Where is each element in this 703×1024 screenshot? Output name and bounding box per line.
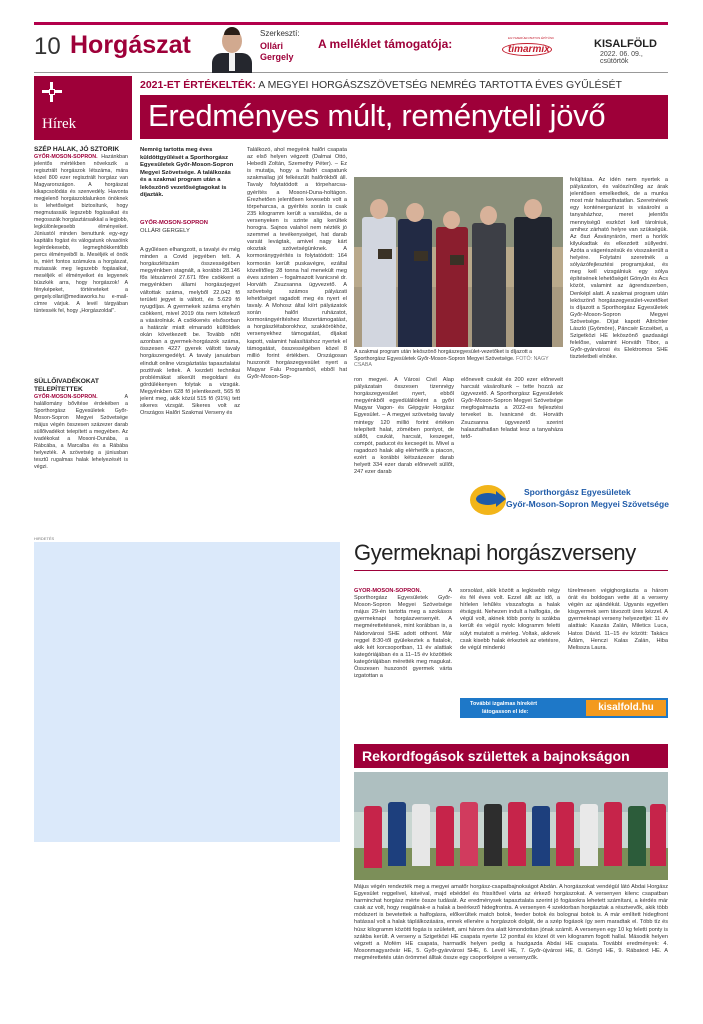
headline-bar — [140, 95, 668, 139]
article-col-4: előnevelt csukát és 200 ezer előnevelt harcsát vásároltunk – tette hozzá az ügyvezető. A Sporthorgász Egyesületek Győr-Moson-Sopron Megyei Szövetsége megfogalmazta a 2022-es fejlesztési terveket is. Ivanicsné dr. Horváth Zsuzsanna ügyvezető szerint halasztathatlan feladat lesz a tanyaháza tető- — [461, 377, 563, 440]
sidebar-news-2 — [34, 378, 128, 471]
article-col-3: ron megyei. A Városi Civil Alap pályázatain összesen tizennégy horgászegyesület nyert, ebből megyénkből egyedülálióként a győri Magyar Vagon- és Gépgyár Horgász Egyesület. – A megyei szövetség tavaly mintegy 120 millió forint értéken telepített halat, zömében pontyot, de süllőt, csukát, harcsát, keszeget, compót, paducot és kecsegét is. Mivel a ragadozó halak alig elérhetők a piacon, ezért a korábbi kétszázezer darab helyett 334 ezer darab előnevelt süllőt, 247 ezer darab — [354, 377, 454, 476]
sidebar-header — [34, 76, 132, 140]
child-col-3: türelmesen végighorgászta a három órát és boldogan vette át a verseny végén az ajándékát. Ugyanis egyetlen kisgyermek sem távozott üres kézzel. A gyermeknapi verseny helyezettjei: 11 év alattiak: Kaszás Zalán, Miletics Luca, Hatos Dávid. 11–15 év között: Takács Ádám, Henczi Kalas Zalán, Hiba Melissza Laura. — [568, 588, 668, 651]
editor-first-name: Ollári — [260, 41, 284, 51]
editor-label: Szerkesztí: — [260, 29, 300, 38]
fish-logo-icon — [470, 479, 506, 519]
ad-label: HIRDETÉS — [34, 536, 55, 541]
article-col-2: Találkozó, ahol megyénk halőri csapata az első helyen végzett (Dalmai Ottó, Hebedli Zoltán, Szemethy Péter). – Ez is mutatja, hogy a halőri csapatunk szakmailag jól felkészült halőrökből áll. Tavaly folytatódott a törpeharcsa-gyérítés a Mosoni-Duna-holtágon. Érezhetően jelentősen kevesebb volt a törpeharcsa, a gyérítés során is csak 235 kilogramm került a varsákba, de a versenyeken is szinte alig kerültek horogra. Sajnos valahol nem nézték jó szemmel a tevékenységet, hat darab varsát levágtak, amivel nagy kárt okoztak szövetségünknek. A kormoránygyérítés is folytatódott: 164 kormorán került puskavégre, ezáltal közelítőleg 28 tonna hal menekült meg éves szinten – fogalmazott Ivanicsné dr. Horváth Zsuzsanna ügyvezető. A szövetség számos pályázati lehetőséget ragadott meg és nyert el tavaly. A Mohosz által kiírt pályázatok során halőri ruházatot, kormorángyérítéshez lőszertámogatást, a horgászlétaborokhoz, szakkörökhöz, versenyekhez támogatást, díjakat kapott, valamint halasításhoz nyertek el támogatást, összességében közel 8 millió forint értékben. Országosan huszonöt horgászegyesület nyert a Magyar Falu Programból, ebből hat Győr-Moson-Sop- — [247, 147, 347, 380]
sidebar-title: Hírek — [42, 116, 77, 132]
advertisement-area — [34, 542, 340, 842]
promo-line-1: További izgalmas hírekért — [470, 701, 538, 707]
federation-line-1: Sporthorgász Egyesületek — [524, 487, 631, 497]
record-caption: Május végén rendezték meg a megyei amatőr horgász-csapatbajnokságot Abdán. A horgászokat vendégül látó Abdai Horgász Egyesület reggelivel, kávéval, majd ebéddel és frissítővel várta az érkező horgászokat. A versenyen kilenc csapatban harminchat horgász mérte össze tudását. Az eredménysek tapasztalata szerint jó fogásokra lehetett számítani, a kérdés már csak az volt, hogy reagálnak-e a halak a beérkező hidegfrontra. A versenyen 4 szektorban horgásztak a résztvevők, akik több módszert is bevetettek a halfogásra, előkerültek match botok, feeder botok és bolognai botok is. A már említett hidegfront hatással volt a halak táplálkozására, ennek ellenére a horgászok dolgát, de a szép fogások így sem maradtak el. Több tíz és húsz kilogramm közötti fogás is született, ami három óra alatt kimondottan jónak számít. A versenyen egy 10 kg feletti ponty is szákba került. A verseny a Szigetközi HE csapata nyerte 12 ponttal és közel öt ven kilogramm fogott hallal. Második helyen végzett a Mofém HE csapata, harmadik helyen pedig a hazigazda Abdai HE csapata. További eredmények: 4. Mosonmagyaróvár HE, 5. Győr-gyárvárosi SHE, 6. Levél HE, 7. Győr-újvárosi HE, 8. Gönyű HE, 9. Rábatext HE. A megmérettetés után örömmel álltak össze egy csoportképre a versenyzők. — [354, 884, 668, 961]
kicker-rest: A MEGYEI HORGÁSZSZÖVETSÉG NEMRÉG TARTOTTA ÉVES GYŰLÉSÉT — [258, 79, 622, 91]
promo-banner[interactable] — [460, 698, 668, 718]
main-article — [140, 79, 668, 534]
sidebar — [34, 76, 132, 536]
child-article — [354, 540, 668, 690]
child-col-1 — [354, 588, 452, 684]
article-col-1: A gyűlésen elhangzott, a tavalyi év még minden a Covid jegyében telt. A horgászlétszám összességében megyénkben stagnált, a korábbi 28.146 fős létszámról 27.671 főre csökkent a megyénkben állami horgászjegyet váltottak száma, melyből 22.042 fő területi jegyet is váltott, és 5.629 fő nyugdíjas. A gyermekek száma enyhén csökkent, mivel 2019 óta nem kötelező a vásárolniuk. A csökkenés elsősorban a határzár miatt elmaradó külföldiek okán következett be. Tovább nőtt azonban a gyermek-horgászok száma, összesen 4227 gyerek váltott tavaly horgászengedélyt. A tavaly januárban elindult online vizsgáztatás tapasztalatai pozitívak lettek. A kezdeti technikai problémákat sikerült megoldani és gördülékenyen folytak a vizsgák. Megyénkben 628 fő jelentkezett, 565 fő jelent meg, akik közül 515 fő (91%) tett sikeres vizsgát. Sikeres volt az Országos Halőri Szakmai Verseny és — [140, 247, 240, 417]
record-headline-bar — [354, 744, 668, 768]
article-author: OLLÁRI GERGELY — [140, 228, 190, 234]
article-col-5: felújítása. Az idén nem nyertek a pályázaton, és valószínűleg az árak jelentősen emelkedtek, de a munka most már halaszthatatlan. Szeretnének egy konténergarázst is vásárolni a tanyaházhoz, meret jelentős mennyiségű eszközt kell tárolniuk, amihez zárható helyre van szükségük. Az őszi Ásványrárón, mert a horlók kilyukadtak és elkezdett süllyedni. Azóta a vágerészésük és visszakerült a helyére. Folytatni szeretnék a sólyázófejlesztési programjukat, és meg kell vizsgálniuk egy sólya építésének lehetőségét Gönyűn és Ács közöt, valamint az ágrendszerben, Denképl alatt. A szakmai program után leköszönő horgászegyesület-vezetőket is díjazott a Sporthorgász Egyesületek Győr-Moson-Sopron Megyei Szövetsége. Díjat kapott Altrichter László (Gyömöre), Páncsér Erzsébet, a Szigetközi HE leköszönő gazdasági felelőse, valamint Horváth Tibor, a Győr-gyárvárosi és Elektromos SHE tiszteletbeli elnöke. — [570, 177, 668, 361]
sidebar-news-1 — [34, 146, 128, 315]
article-location: GYŐR-MOSON-SOPRON — [140, 220, 208, 226]
sponsor-logo — [502, 36, 566, 58]
photo-caption — [354, 349, 563, 369]
record-headline: Rekordfogások születtek a bajnokságon — [362, 748, 630, 764]
promo-site: kisalfold.hu — [598, 702, 654, 713]
paper-name: KISALFÖLD — [594, 38, 657, 50]
federation-logo — [470, 477, 670, 525]
child-location: GYŐR-MOSON-SOPRON. — [354, 588, 422, 594]
kisalfold-badge[interactable] — [586, 700, 666, 716]
page-number: 10 — [34, 33, 61, 60]
photo-caption-text: A szakmai program után leköszönő horgászegyesület-vezetőket is díjazott a Sporthorgász Egyesületek Győr-Moson-Sopron Megyei Szövetsége. — [354, 349, 533, 362]
news1-title: SZÉP HALAK, JÓ SZTORIK — [34, 146, 120, 153]
sponsor-logo-text: timarmix — [508, 44, 550, 55]
child-headline: Gyermeknapi horgászverseny — [354, 540, 668, 571]
section-title: Horgászat — [70, 31, 191, 59]
news1-location: GYŐR-MOSON-SOPRON. — [34, 154, 98, 160]
news2-title: SÜLLŐIVADÉKOKAT TELEPÍTETTEK — [34, 378, 99, 393]
article-kicker — [140, 79, 668, 91]
sponsor-label: A melléklet támogatója: — [318, 37, 453, 51]
news2-location: GYŐR-MOSON-SOPRON. — [34, 394, 98, 400]
issue-date: 2022. 06. 09., csütörtök — [600, 51, 643, 65]
page-header — [34, 27, 668, 73]
news2-body: A halállomány bővítése érdekében a Sporthorgász Egyesületek Győr-Moson-Sopron Megyei Szövetsége május végén összesen százezer darab süllőivadékot telepített a megyében. Az ivadékokat a Mosoni-Dunába, a Rábcába, a Marcalba és a Rábába helyezték. A szövetség a júniusban tesztű rugalmas halak lehelyezését is végzi. — [34, 394, 128, 470]
article-headline: Eredményes múlt, reményteli jövő — [148, 98, 606, 133]
sponsor-tagline: EGYSZERŰEN BIZTOS ÉPÍTÜNK — [508, 36, 555, 40]
news-icon — [42, 82, 62, 102]
editor-last-name: Gergely — [260, 52, 294, 62]
child-col-1-text: A Sporthorgász Egyesületek Győr-Moson-Sopron Megyei Szövetsége május 29-én tartotta meg a szokásos gyermeknapi horgászversenyét. A megmérettetésnek, mint korábban is, a Nádorvárosi SHE adott otthont. Már reggel 8:30-től gyülekeztek a fiatalok, akik két korcsoportban, 11 év alattiak kategóriájában és a 11–15 év közöttiek kategóriájában mérették meg magukat. Összesen huszonöt gyermek várta izgatottan a — [354, 588, 452, 680]
team-photo — [354, 772, 668, 880]
federation-line-2: Győr-Moson-Sopron Megyei Szövetsége — [506, 499, 669, 509]
news1-body: Hazánkban jelentős mértékben növekszik a regisztrált horgászok létszáma, mára közel 800 ezer regisztrált horgász van Magyarországon. A horgászat kikapcsolódás és szenvedély. Havonta megjelenő horgászoldalunkon önöknek is lehetőséget biztosítunk, hogy megmutassák legszebb fogásaikat és megosszák horgásztársaikkal a legjobb, legkülönlegesebb élményeiket. Júniustól minden benuttunk egy-egy kapitális fogást és válogatunk olvasóink legérdekesebb, legmeghökkentőbb percs élményeiből is. Meséljék el önök is, miért fontos számukra a horgászat, mutassák meg legszebb fogásaikat, meséljék el élményeiket és legyenek büszkék arra, hogy horgászok! A fényképeket, történeteket a gergely.ollari@mediaworks.hu e-mail-címre várjuk. A levél tárgyában tüntessék fel, hogy „Horgászoldal". — [34, 154, 128, 314]
photo-credit: FOTÓ: NAGY CSABA — [354, 355, 549, 369]
promo-line-2: látogasson el ide: — [482, 709, 529, 715]
article-lead: Nemrég tartotta meg éves küldöttgyűlését a Sporthorgász Egyesületek Győr-Moson-Sopron Megyei Szövetsége. A találkozás és a szakmai program után a leköszönő vezetőségtagokat is díjazták. — [140, 147, 234, 198]
top-rule — [34, 22, 668, 25]
kicker-bold: 2021-ET ÉRTÉKELTÉK: — [140, 79, 256, 91]
child-col-2: sorsolást, akik között a legkisebb négy és fél éves volt. Ezzel állt az idő, a hírlelen lehűlés visszafogta a halak étvágyát. Nehezen indult a halfogás, de végül volt, akinek több ponty is szákba került és végül nyolc kilogramm feletti súlyt mutatott a mérleg. Voltak, akiknek csak kisebb halak érkeztek az etetésre, de végül mindenki — [460, 588, 560, 651]
award-photo — [354, 177, 563, 347]
editor-photo — [210, 27, 254, 73]
